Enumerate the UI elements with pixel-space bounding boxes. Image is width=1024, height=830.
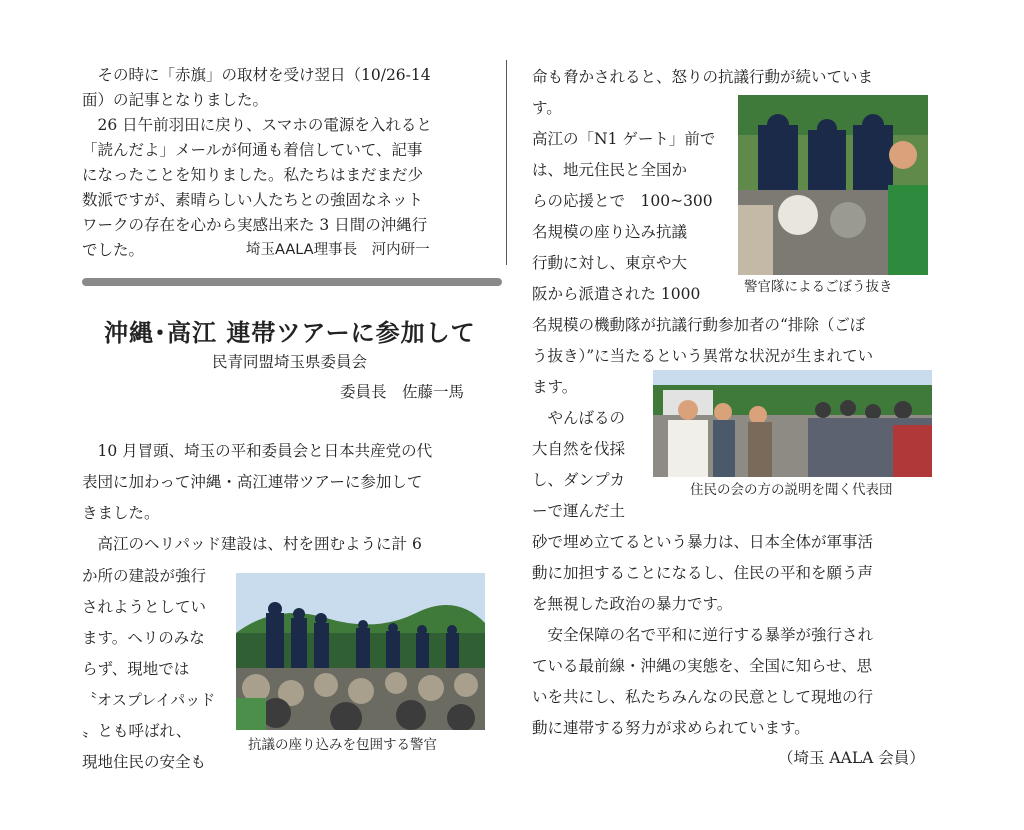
text-line: 面）の記事となりました。 bbox=[82, 91, 269, 109]
photo-delegation-listening bbox=[653, 370, 932, 477]
signature: 埼玉AALA理事長 河内研一 bbox=[246, 242, 430, 258]
text-line: ます。ヘリのみな bbox=[82, 629, 205, 647]
text-line: 26 日午前羽田に戻り、スマホの電源を入れると bbox=[82, 116, 432, 134]
text-line: う抜き）”に当たるという異常な状況が生まれてい bbox=[532, 347, 874, 365]
column-divider bbox=[506, 60, 507, 265]
text-line: 〝オスプレイパッド bbox=[82, 691, 216, 709]
text-line: されようとしてい bbox=[82, 598, 207, 616]
text-line: ます。 bbox=[532, 378, 578, 396]
text-line: 大自然を伐採 bbox=[532, 440, 626, 458]
article-author: 委員長 佐藤一馬 bbox=[340, 383, 465, 401]
text-line: 砂で埋め立てるという暴力は、日本全体が軍事活 bbox=[532, 533, 874, 551]
photo3-caption: 住民の会の方の説明を聞く代表団 bbox=[690, 482, 893, 498]
closing-attribution: （埼玉 AALA 会員） bbox=[778, 749, 925, 767]
photo1-caption: 抗議の座り込みを包囲する警官 bbox=[248, 737, 437, 753]
text-line: になったことを知りました。私たちはまだまだ少 bbox=[82, 166, 424, 184]
text-line: らず、現地では bbox=[82, 660, 190, 678]
text-line: 高江のヘリパッド建設は、村を囲むように計 6 bbox=[82, 535, 422, 553]
section-rule bbox=[82, 278, 502, 286]
text-line: やんばるの bbox=[532, 409, 626, 427]
photo2-caption: 警官隊によるごぼう抜き bbox=[744, 279, 893, 295]
text-line: 高江の「N1 ゲート」前で bbox=[532, 130, 716, 148]
text-line: 現地住民の安全も bbox=[82, 753, 207, 771]
text-line: ワークの存在を心から実感出来た 3 日間の沖縄行 bbox=[82, 216, 428, 234]
text-line: 名規模の機動隊が抗議行動参加者の“排除（ごぼ bbox=[532, 316, 866, 334]
text-line: す。 bbox=[532, 99, 562, 117]
photo-police-encircling-sit-in bbox=[236, 573, 485, 730]
text-line: 名規模の座り込み抗議 bbox=[532, 223, 688, 241]
text-line: 〟とも呼ばれ、 bbox=[82, 722, 192, 740]
article-org: 民青同盟埼玉県委員会 bbox=[212, 353, 368, 371]
text-line: 行動に対し、東京や大 bbox=[532, 254, 688, 272]
text-line: いを共にし、私たちみんなの民意として現地の行 bbox=[532, 688, 874, 706]
text-line: 10 月冒頭、埼玉の平和委員会と日本共産党の代 bbox=[82, 442, 433, 460]
text-line: ている最前線・沖縄の実態を、全国に知らせ、思 bbox=[532, 657, 873, 675]
text-line: きました。 bbox=[82, 504, 160, 522]
photo-police-removal bbox=[738, 95, 928, 275]
text-line: を無視した政治の暴力です。 bbox=[532, 595, 733, 613]
text-line: し、ダンプカ bbox=[532, 471, 626, 489]
text-line: 動に連帯する努力が求められています。 bbox=[532, 719, 810, 737]
text-line: 表団に加わって沖縄・高江連帯ツアーに参加して bbox=[82, 473, 423, 491]
text-line: 阪から派遣された 1000 bbox=[532, 285, 701, 303]
text-line: ーで運んだ土 bbox=[532, 502, 626, 520]
text-line: でした。 bbox=[82, 241, 145, 259]
text-line: か所の建設が強行 bbox=[82, 567, 207, 585]
text-line: は、地元住民と全国か bbox=[532, 161, 688, 179]
text-line: 安全保障の名で平和に逆行する暴挙が強行され bbox=[532, 626, 874, 644]
text-line: 動に加担することになるし、住民の平和を願う声 bbox=[532, 564, 874, 582]
article-title: 沖縄･高江 連帯ツアーに参加して bbox=[104, 319, 476, 347]
text-line: 命も脅かされると、怒りの抗議行動が続いていま bbox=[532, 68, 874, 86]
text-line: らの応援とで 100~300 bbox=[532, 192, 713, 210]
text-line: 数派ですが、素晴らしい人たちとの強固なネット bbox=[82, 191, 424, 209]
text-line: その時に「赤旗」の取材を受け翌日（10/26-14 bbox=[82, 66, 431, 84]
text-line: 「読んだよ」メールが何通も着信していて、記事 bbox=[82, 141, 423, 159]
